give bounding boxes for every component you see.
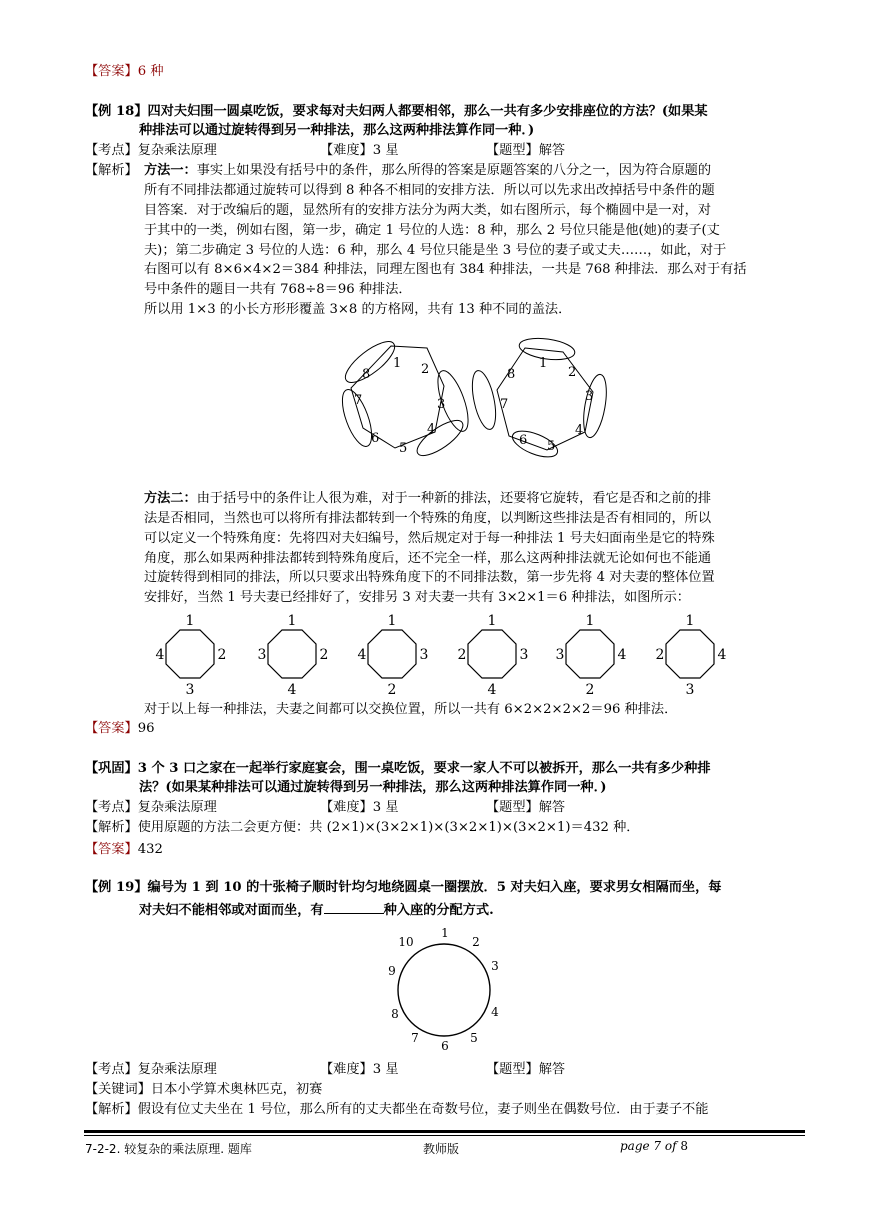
- ex19-jiexi: 【解析】假设有位丈夫坐在 1 号位，那么所有的丈夫都坐在奇数号位，妻子则坐在偶数号位．由于妻子不能: [85, 1102, 709, 1117]
- hept-right-label-6: 6: [519, 433, 528, 448]
- table-circle: [398, 944, 490, 1036]
- method2-line-2: 法是否相同，当然也可以将所有排法都转到一个特殊的角度，以判断这些排法是否有相同的，所以: [144, 511, 712, 526]
- oct1-bottom: 3: [185, 682, 195, 698]
- hept-left-label-2: 2: [421, 362, 430, 377]
- gonggu-title: 【巩固】3 个 3 口之家在一起举行家庭宴会，围一桌吃饭，要求一家人不可以被拆开，那么一共有多少种排: [85, 761, 711, 776]
- hept-left-label-7: 7: [354, 393, 363, 408]
- method1-line-6: 右图可以有 8×6×4×2＝384 种排法，同理左图也有 384 种排法，一共是 768 种排法．那么对于有括: [144, 262, 747, 277]
- octagon-4: [468, 630, 516, 678]
- oct6-top: 1: [685, 613, 695, 629]
- method1-label: 方法一：: [144, 163, 197, 178]
- method2-line-3: 可以定义一个特殊角度：先将四对夫妇编号，然后规定对于每一种排法 1 号夫妇面南坐是它的特殊: [144, 531, 715, 546]
- footer-rule-thin: [84, 1135, 805, 1136]
- answer-value: 6 种: [137, 64, 164, 79]
- answer-tag: 【答案】: [85, 842, 138, 857]
- oct1-top: 1: [185, 613, 195, 629]
- footer-edition: 教师版: [423, 1142, 460, 1156]
- chair-9: 9: [388, 964, 396, 978]
- oct2-left: 3: [257, 647, 267, 663]
- gonggu-tixing: 【题型】解答: [486, 800, 566, 815]
- hept-right-label-2: 2: [568, 365, 577, 380]
- chair-10: 10: [398, 935, 414, 949]
- oct5-bottom: 2: [585, 682, 595, 698]
- footer-source: 7-2-2. 较复杂的乘法原理. 题库: [85, 1142, 252, 1156]
- octagon-5: [566, 630, 614, 678]
- gonggu-jiexi: 【解析】使用原题的方法二会更方便：共 (2×1)×(3×2×1)×(3×2×1)×(3×2×1)＝432 种．: [85, 820, 640, 835]
- chair-5: 5: [470, 1031, 478, 1045]
- octagon-1: [166, 630, 214, 678]
- answer-blank: [324, 899, 384, 914]
- method2-label: 方法二：: [144, 491, 197, 506]
- oct3-bottom: 2: [387, 682, 397, 698]
- ex19-tixing: 【题型】解答: [486, 1062, 566, 1077]
- hept-right-label-8: 8: [507, 367, 516, 382]
- answer-value: 432: [137, 842, 163, 857]
- oct1-left: 4: [155, 647, 165, 663]
- gonggu-nandu: 【难度】3 星: [320, 800, 399, 815]
- oct6-bottom: 3: [685, 682, 695, 698]
- method2-text-1: 由于括号中的条件让人很为难，对于一种新的排法，还要将它旋转，看它是否和之前的排: [196, 491, 712, 506]
- chair-1: 1: [441, 926, 449, 940]
- octagon-3: [368, 630, 416, 678]
- oct6-right: 4: [717, 647, 727, 663]
- answer-tag: 【答案】: [85, 64, 138, 79]
- method1-text-1: 事实上如果没有括号中的条件，那么所得的答案是原题答案的八分之一，因为符合原题的: [196, 163, 712, 178]
- chair-7: 7: [411, 1031, 419, 1045]
- hept-right-label-1: 1: [539, 356, 548, 371]
- hept-left-label-1: 1: [393, 356, 402, 371]
- gonggu-title-cont: 法？(如果某种排法可以通过旋转得到另一种排法，那么这两种排法算作同一种．): [139, 780, 607, 795]
- method1-line-3: 目答案．对于改编后的题，显然所有的安排方法分为两大类，如右图所示，每个椭圆中是一对，对: [144, 203, 712, 218]
- octagon-row: [150, 610, 750, 698]
- hept-right-label-7: 7: [500, 397, 509, 412]
- chair-2: 2: [472, 935, 480, 949]
- oct4-right: 3: [519, 647, 529, 663]
- oct2-bottom: 4: [287, 682, 297, 698]
- method1-line-8: 所以用 1×3 的小长方形形覆盖 3×8 的方格网，共有 13 种不同的盖法．: [144, 302, 572, 317]
- oct5-left: 3: [555, 647, 565, 663]
- jiexi-tag: 【解析】: [85, 163, 138, 178]
- hept-left-label-5: 5: [399, 441, 408, 456]
- nandu-label: 【难度】3 星: [320, 143, 399, 158]
- method2-line-4: 角度，那么如果两种排法都转到特殊角度后，还不完全一样，那么这两种排法就无论如何也不能通: [144, 551, 712, 566]
- answer-line: [85, 63, 164, 81]
- footer-page: [620, 1139, 688, 1153]
- seating-diagrams: [325, 328, 625, 470]
- example-18-title-cont: 种排法可以通过旋转得到另一种排法，那么这两种排法算作同一种．): [139, 123, 535, 138]
- method2-conclusion: 对于以上每一种排法，夫妻之间都可以交换位置，所以一共有 6×2×2×2×2＝96 种排法．: [144, 702, 678, 717]
- hept-left-label-3: 3: [437, 397, 446, 412]
- method1-line-1: [144, 162, 711, 180]
- method1-line-5: 夫)；第二步确定 3 号位的人选：6 种，那么 4 号位只能是坐 3 号位的妻子或丈夫……，如此，对于: [144, 243, 727, 258]
- footer-page-total: 8: [680, 1139, 689, 1153]
- oct3-top: 1: [387, 613, 397, 629]
- ex19-nandu: 【难度】3 星: [320, 1062, 399, 1077]
- title-prefix: 对夫妇不能相邻或对面而坐，有: [139, 903, 324, 918]
- oct2-right: 2: [319, 647, 329, 663]
- method1-line-4: 于其中的一类，例如右图，第一步，确定 1 号位的人选：8 种，那么 2 号位只能是他(她)的妻子(丈: [144, 223, 720, 238]
- answer-tag: 【答案】: [85, 721, 138, 736]
- hept-right-label-3: 3: [585, 389, 594, 404]
- chair-3: 3: [491, 959, 499, 973]
- chair-6: 6: [441, 1039, 449, 1053]
- oct4-bottom: 4: [487, 682, 497, 698]
- footer-page-label: page 7 of: [620, 1139, 677, 1153]
- hept-left-label-4: 4: [427, 422, 436, 437]
- oct1-right: 2: [217, 647, 227, 663]
- hept-left-label-6: 6: [371, 431, 380, 446]
- method1-line-2: 所有不同排法都通过旋转可以得到 8 种各不相同的安排方法．所以可以先求出改掉括号中条件的题: [144, 183, 715, 198]
- example-19-title-cont: [139, 899, 494, 920]
- hept-right-label-5: 5: [547, 439, 556, 454]
- oct4-left: 2: [457, 647, 467, 663]
- gonggu-answer: [85, 841, 163, 859]
- example-18-answer: [85, 720, 155, 738]
- tixing-label: 【题型】解答: [486, 143, 566, 158]
- octagon-2: [268, 630, 316, 678]
- chair-8: 8: [391, 1007, 399, 1021]
- oct2-top: 1: [287, 613, 297, 629]
- oct5-top: 1: [585, 613, 595, 629]
- gonggu-kaodian: 【考点】复杂乘法原理: [85, 800, 217, 815]
- title-suffix: 种入座的分配方式.: [383, 903, 494, 918]
- answer-value: 96: [137, 721, 155, 736]
- oct6-left: 2: [655, 647, 665, 663]
- ex19-kaodian: 【考点】复杂乘法原理: [85, 1062, 217, 1077]
- footer-rule-thick: [84, 1130, 805, 1133]
- hept-left-label-8: 8: [362, 367, 371, 382]
- example-18-title: 【例 18】四对夫妇围一圆桌吃饭，要求每对夫妇两人都要相邻，那么一共有多少安排座位的方法？(如果某: [85, 104, 708, 119]
- method2-line-5: 过旋转得到相同的排法，所以只要求出特殊角度下的不同排法数，第一步先将 4 对夫妻的整体位置: [144, 570, 715, 585]
- oct3-right: 3: [419, 647, 429, 663]
- method1-line-7: 号中条件的题目一共有 768÷8＝96 种排法．: [144, 282, 412, 297]
- octagon-6: [666, 630, 714, 678]
- kaodian-label: 【考点】复杂乘法原理: [85, 143, 217, 158]
- oct3-left: 4: [357, 647, 367, 663]
- round-table-diagram: [382, 922, 512, 1054]
- method2-line-6: 安排好，当然 1 号夫妻已经排好了，安排另 3 对夫妻一共有 3×2×1＝6 种排法，如图所示：: [144, 590, 690, 605]
- method2-line-1: [144, 490, 711, 508]
- oct4-top: 1: [487, 613, 497, 629]
- oct5-right: 4: [617, 647, 627, 663]
- ex19-keywords: 【关键词】日本小学算术奥林匹克，初赛: [85, 1082, 323, 1097]
- hept-right-label-4: 4: [575, 423, 584, 438]
- chair-4: 4: [491, 1005, 499, 1019]
- example-19-title: 【例 19】编号为 1 到 10 的十张椅子顺时针均匀地绕圆桌一圈摆放．5 对夫妇入座，要求男女相隔而坐，每: [85, 880, 722, 895]
